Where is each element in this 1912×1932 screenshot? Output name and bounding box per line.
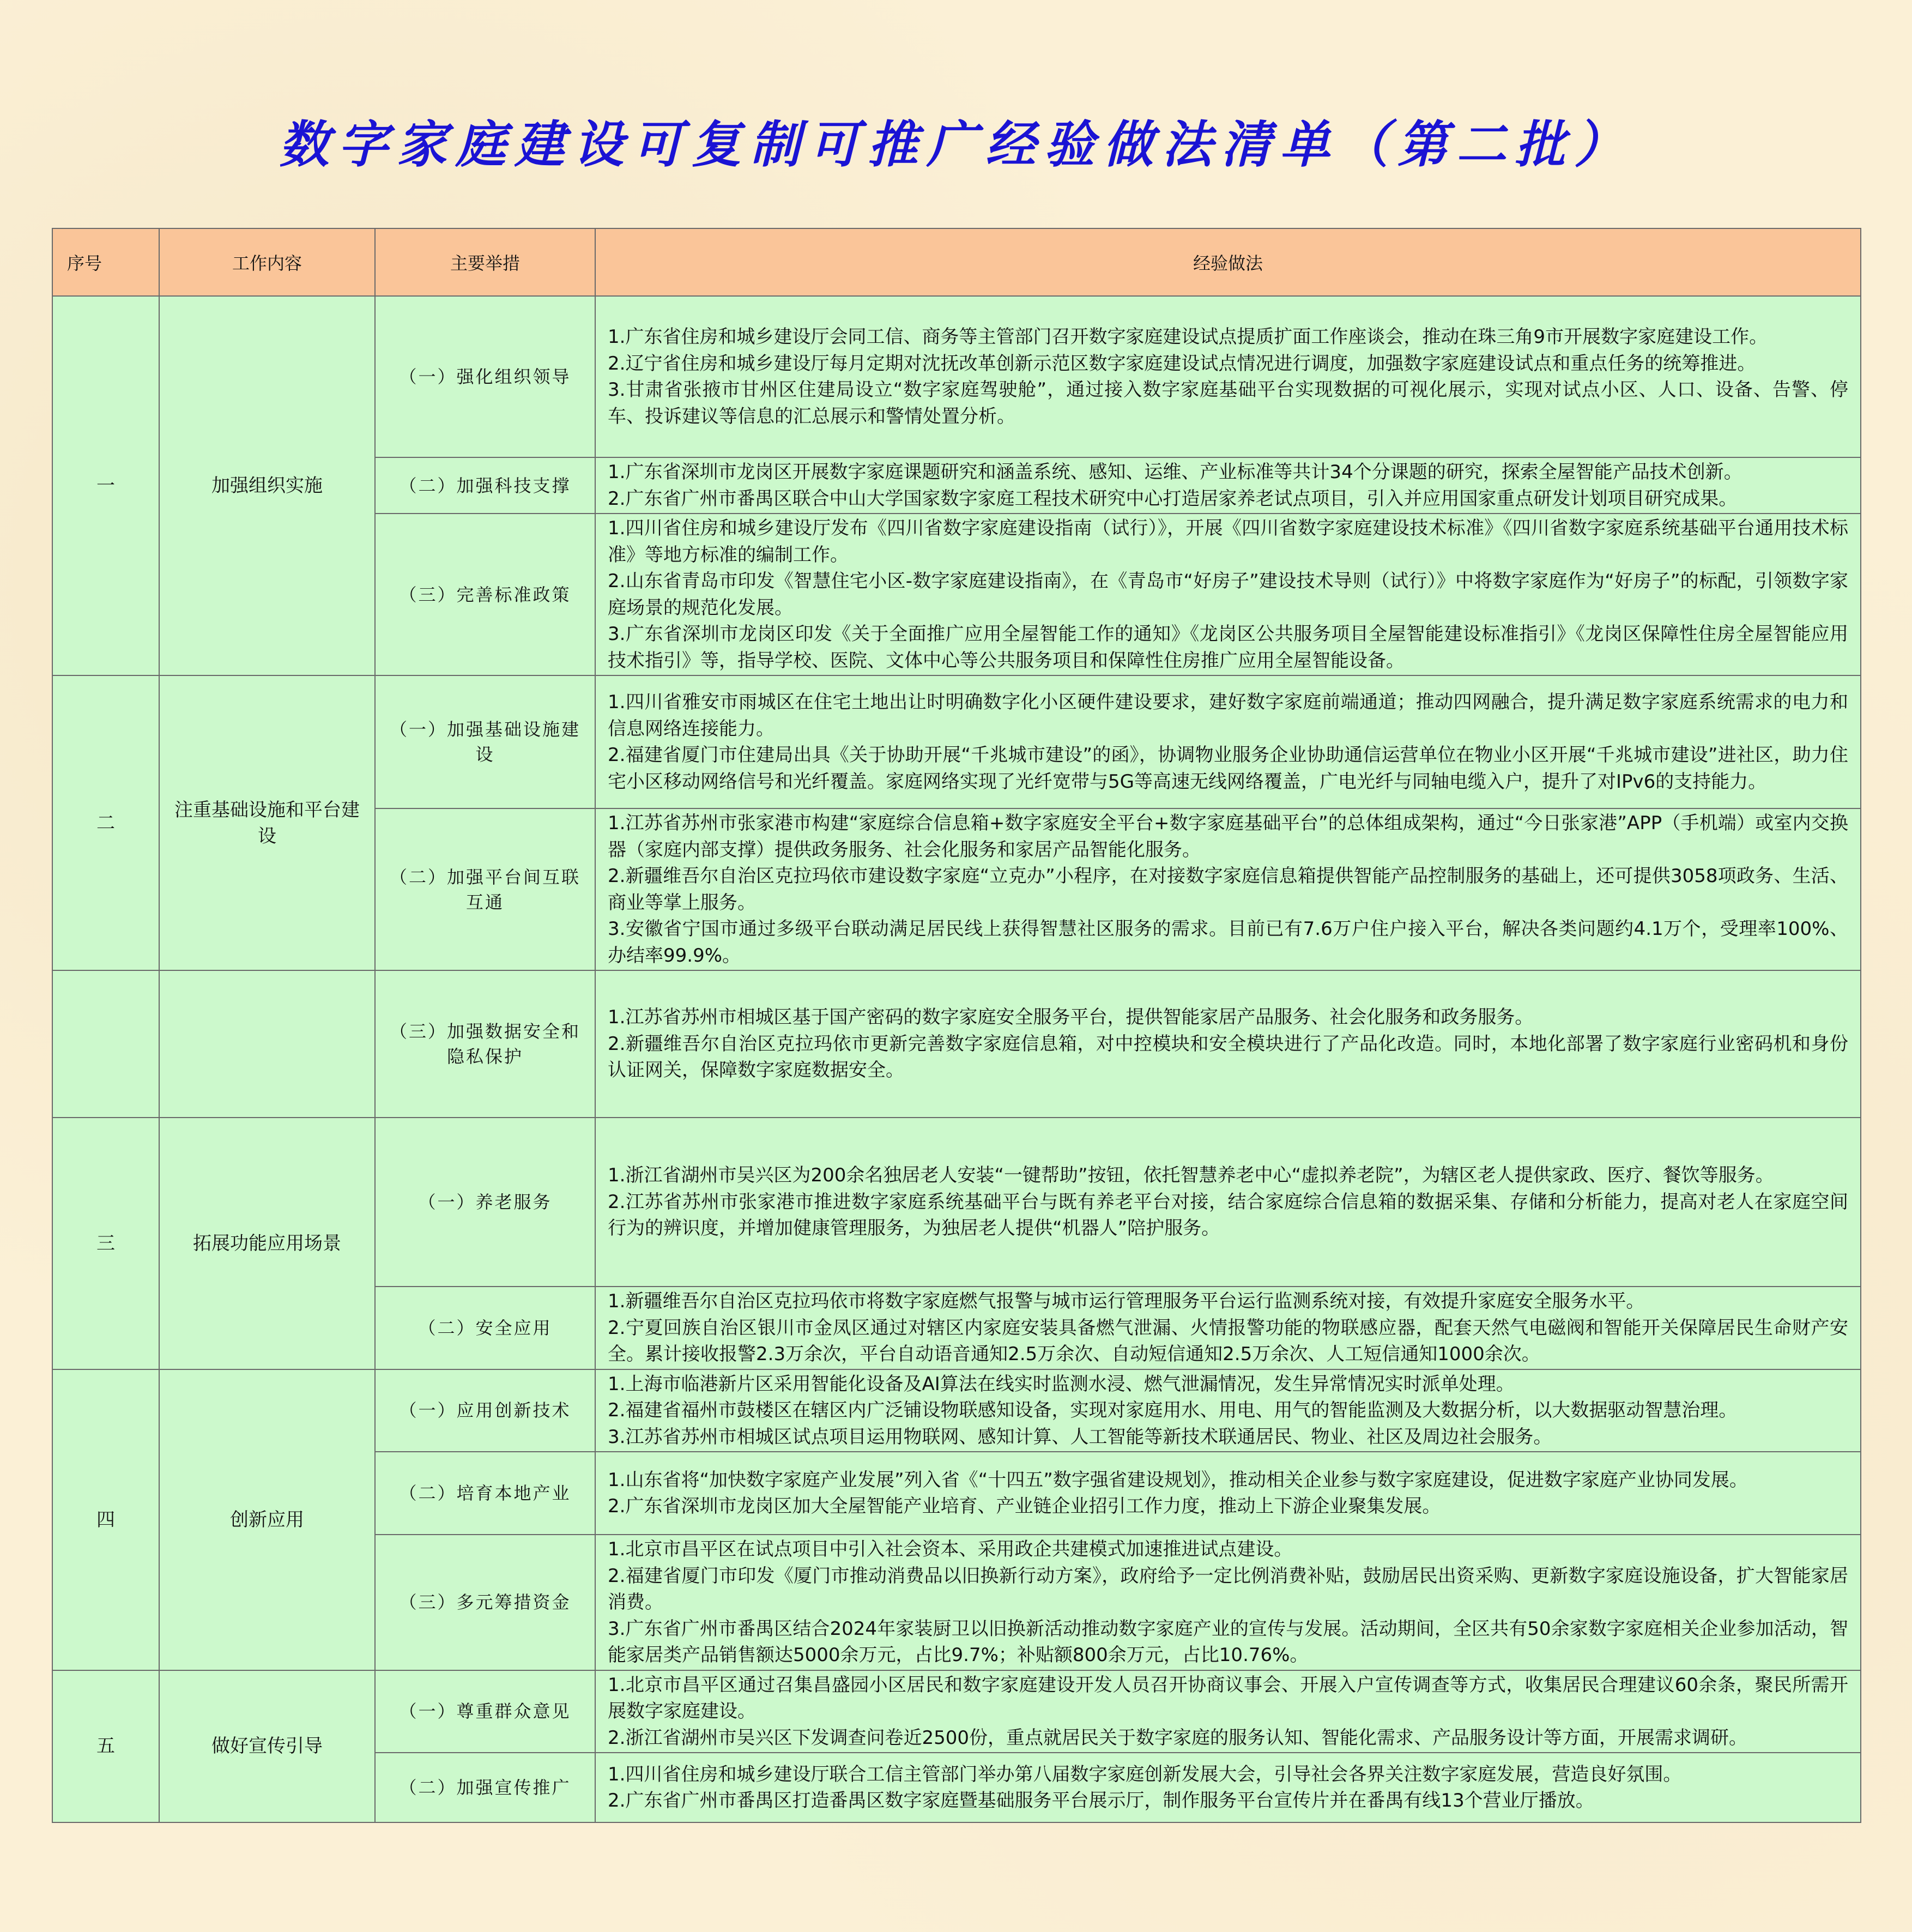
practice-cell: [595, 296, 1861, 457]
practice-item: 1.四川省住房和城乡建设厅发布《四川省数字家庭建设指南（试行）》，开展《四川省数字家庭建设技术标准》《四川省数字家庭系统基础平台通用技术标准》等地方标准的编制工作。: [608, 517, 1848, 566]
practice-cell: [595, 1118, 1861, 1287]
practice-item: 2.新疆维吾尔自治区克拉玛依市建设数字家庭“立克办”小程序，在对接数字家庭信息箱提供智能产品控制服务的基础上，还可提供3058项政务、生活、商业等掌上服务。: [608, 865, 1848, 914]
practice-cell: [595, 1287, 1861, 1369]
practice-item: 1.北京市昌平区通过召集昌盛园小区居民和数字家庭建设开发人员召开协商议事会、开展入户宣传调查等方式，收集居民合理建议60余条，聚民所需开展数字家庭建设。: [608, 1674, 1848, 1722]
work-content-cell: 拓展功能应用场景: [159, 1118, 375, 1369]
practice-item: 2.广东省广州市番禺区联合中山大学国家数字家庭工程技术研究中心打造居家养老试点项目，引入并应用国家重点研发计划项目研究成果。: [608, 487, 1738, 510]
practice-item: 1.四川省雅安市雨城区在住宅土地出让时明确数字化小区硬件建设要求，建好数字家庭前端通道；推动四网融合，提升满足数字家庭系统需求的电力和信息网络连接能力。: [608, 691, 1848, 740]
main-measure-cell: （三）完善标准政策: [375, 514, 595, 675]
header-practice: 经验做法: [595, 228, 1861, 296]
section-number-cell: 四: [52, 1369, 159, 1670]
work-content-cell: 注重基础设施和平台建设: [159, 675, 375, 970]
practice-item: 2.广东省深圳市龙岗区加大全屋智能产业培育、产业链企业招引工作力度，推动上下游企业聚集发展。: [608, 1495, 1441, 1517]
practice-item: 2.辽宁省住房和城乡建设厅每月定期对沈抚改革创新示范区数字家庭建设试点情况进行调度，加强数字家庭建设试点和重点任务的统筹推进。: [608, 352, 1756, 375]
main-measure-cell: （二）安全应用: [375, 1287, 595, 1369]
table-row: [52, 296, 1861, 457]
section-number-cell: 五: [52, 1670, 159, 1823]
practice-item: 2.福建省厦门市住建局出具《关于协助开展“千兆城市建设”的函》，协调物业服务企业协助通信运营单位在物业小区开展“千兆城市建设”进社区，助力住宅小区移动网络信号和光纤覆盖。家庭网络实现了光纤宽带与5G等高速无线网络覆盖，广电光纤与同轴电缆入户，提升了对IPv6的支持能力。: [608, 744, 1848, 793]
header-no: 序号: [52, 228, 159, 296]
main-measure-cell: （三）加强数据安全和隐私保护: [375, 970, 595, 1118]
practice-item: 1.山东省将“加快数字家庭产业发展”列入省《“十四五”数字强省建设规划》，推动相关企业参与数字家庭建设，促进数字家庭产业协同发展。: [608, 1469, 1748, 1491]
main-measure-cell: （二）加强宣传推广: [375, 1753, 595, 1822]
practice-item: 2.宁夏回族自治区银川市金凤区通过对辖区内家庭安装具备燃气泄漏、火情报警功能的物联感应器，配套天然气电磁阀和智能开关保障居民生命财产安全。累计接收报警2.3万余次，平台自动语音通知2.5万余次、自动短信通知2.5万余次、人工短信通知1000余次。: [608, 1317, 1848, 1365]
header-content: 工作内容: [159, 228, 375, 296]
practice-item: 1.浙江省湖州市吴兴区为200余名独居老人安装“一键帮助”按钮，依托智慧养老中心“虚拟养老院”，为辖区老人提供家政、医疗、餐饮等服务。: [608, 1164, 1774, 1187]
practice-item: 1.上海市临港新片区采用智能化设备及AI算法在线实时监测水浸、燃气泄漏情况，发生异常情况实时派单处理。: [608, 1373, 1515, 1395]
table-row: [52, 970, 1861, 1118]
practice-item: 1.江苏省苏州市张家港市构建“家庭综合信息箱+数字家庭安全平台+数字家庭基础平台”的总体组成架构，通过“今日张家港”APP（手机端）或室内交换器（家庭内部支撑）提供政务服务、社会化服务和家居产品智能化服务。: [608, 812, 1848, 861]
practice-item: 3.安徽省宁国市通过多级平台联动满足居民线上获得智慧社区服务的需求。目前已有7.6万户住户接入平台，解决各类问题约4.1万个，受理率100%、办结率99.9%。: [608, 918, 1848, 967]
section-number-cell: 三: [52, 1118, 159, 1369]
table-row: [52, 1369, 1861, 1452]
practice-item: 2.浙江省湖州市吴兴区下发调查问卷近2500份，重点就居民关于数字家庭的服务认知、智能化需求、产品服务设计等方面，开展需求调研。: [608, 1726, 1747, 1749]
practice-cell: [595, 1753, 1861, 1822]
practice-cell: [595, 970, 1861, 1118]
table-row: [52, 675, 1861, 808]
practice-item: 1.四川省住房和城乡建设厅联合工信主管部门举办第八届数字家庭创新发展大会，引导社会各界关注数字家庭发展，营造良好氛围。: [608, 1763, 1682, 1785]
practice-item: 1.江苏省苏州市相城区基于国产密码的数字家庭安全服务平台，提供智能家居产品服务、社会化服务和政务服务。: [608, 1006, 1534, 1029]
main-measure-cell: （二）加强平台间互联互通: [375, 808, 595, 970]
practice-cell: [595, 675, 1861, 808]
main-measure-cell: （二）培育本地产业: [375, 1452, 595, 1535]
practice-item: 1.新疆维吾尔自治区克拉玛依市将数字家庭燃气报警与城市运行管理服务平台运行监测系统对接，有效提升家庭安全服务水平。: [608, 1290, 1645, 1312]
practice-item: 1.广东省深圳市龙岗区开展数字家庭课题研究和涵盖系统、感知、运维、产业标准等共计34个分课题的研究，探索全屋智能产品技术创新。: [608, 461, 1742, 483]
main-measure-cell: （一）养老服务: [375, 1118, 595, 1287]
practice-cell: [595, 1535, 1861, 1670]
practice-item: 2.新疆维吾尔自治区克拉玛依市更新完善数字家庭信息箱，对中控模块和安全模块进行了产品化改造。同时，本地化部署了数字家庭行业密码机和身份认证网关，保障数字家庭数据安全。: [608, 1033, 1848, 1082]
main-measure-cell: （一）强化组织领导: [375, 296, 595, 457]
practice-item: 3.广东省深圳市龙岗区印发《关于全面推广应用全屋智能工作的通知》《龙岗区公共服务项目全屋智能建设标准指引》《龙岗区保障性住房全屋智能应用技术指引》等，指导学校、医院、文体中心等公共服务项目和保障性住房推广应用全屋智能设备。: [608, 623, 1848, 672]
practice-item: 2.江苏省苏州市张家港市推进数字家庭系统基础平台与既有养老平台对接，结合家庭综合信息箱的数据采集、存储和分析能力，提高对老人在家庭空间行为的辨识度，并增加健康管理服务，为独居老人提供“机器人”陪护服务。: [608, 1191, 1848, 1240]
practice-cell: [595, 514, 1861, 675]
practice-cell: [595, 808, 1861, 970]
section-number-cell: [52, 970, 159, 1118]
table-row: [52, 1670, 1861, 1753]
practice-item: 1.广东省住房和城乡建设厅会同工信、商务等主管部门召开数字家庭建设试点提质扩面工作座谈会，推动在珠三角9市开展数字家庭建设工作。: [608, 326, 1768, 348]
practice-item: 2.福建省厦门市印发《厦门市推动消费品以旧换新行动方案》，政府给予一定比例消费补贴，鼓励居民出资采购、更新数字家庭设施设备，扩大智能家居消费。: [608, 1565, 1848, 1613]
practice-item: 1.北京市昌平区在试点项目中引入社会资本、采用政企共建模式加速推进试点建设。: [608, 1538, 1293, 1560]
practice-cell: [595, 1369, 1861, 1452]
section-number-cell: 一: [52, 296, 159, 675]
main-measure-cell: （三）多元筹措资金: [375, 1535, 595, 1670]
practice-item: 2.山东省青岛市印发《智慧住宅小区-数字家庭建设指南》，在《青岛市“好房子”建设技术导则（试行）》中将数字家庭作为“好房子”的标配，引领数字家庭场景的规范化发展。: [608, 570, 1848, 619]
work-content-cell: [159, 970, 375, 1118]
practice-item: 2.广东省广州市番禺区打造番禺区数字家庭暨基础服务平台展示厅，制作服务平台宣传片并在番禺有线13个营业厅播放。: [608, 1790, 1594, 1812]
practice-item: 3.甘肃省张掖市甘州区住建局设立“数字家庭驾驶舱”，通过接入数字家庭基础平台实现数据的可视化展示，实现对试点小区、人口、设备、告警、停车、投诉建议等信息的汇总展示和警情处置分析。: [608, 379, 1848, 427]
main-measure-cell: （一）应用创新技术: [375, 1369, 595, 1452]
work-content-cell: 创新应用: [159, 1369, 375, 1670]
page-title: 数字家庭建设可复制可推广经验做法清单（第二批）: [279, 115, 1633, 174]
main-measure-cell: （一）加强基础设施建设: [375, 675, 595, 808]
practice-cell: [595, 1670, 1861, 1753]
table-header-row: [52, 228, 1861, 296]
practice-item: 3.江苏省苏州市相城区试点项目运用物联网、感知计算、人工智能等新技术联通居民、物业、社区及周边社会服务。: [608, 1426, 1552, 1448]
practice-table: [52, 228, 1861, 1823]
main-measure-cell: （二）加强科技支撑: [375, 457, 595, 514]
work-content-cell: 加强组织实施: [159, 296, 375, 675]
practice-item: 2.福建省福州市鼓楼区在辖区内广泛铺设物联感知设备，实现对家庭用水、用电、用气的智能监测及大数据分析，以大数据驱动智慧治理。: [608, 1399, 1738, 1421]
practice-cell: [595, 457, 1861, 514]
main-measure-cell: （一）尊重群众意见: [375, 1670, 595, 1753]
work-content-cell: 做好宣传引导: [159, 1670, 375, 1823]
practice-item: 3.广东省广州市番禺区结合2024年家装厨卫以旧换新活动推动数字家庭产业的宣传与发展。活动期间，全区共有50余家数字家庭相关企业参加活动，智能家居类产品销售额达5000余万元，占比9.7%；补贴额800余万元，占比10.76%。: [608, 1617, 1848, 1666]
section-number-cell: 二: [52, 675, 159, 970]
header-measure: 主要举措: [375, 228, 595, 296]
table-row: [52, 1118, 1861, 1287]
practice-cell: [595, 1452, 1861, 1535]
